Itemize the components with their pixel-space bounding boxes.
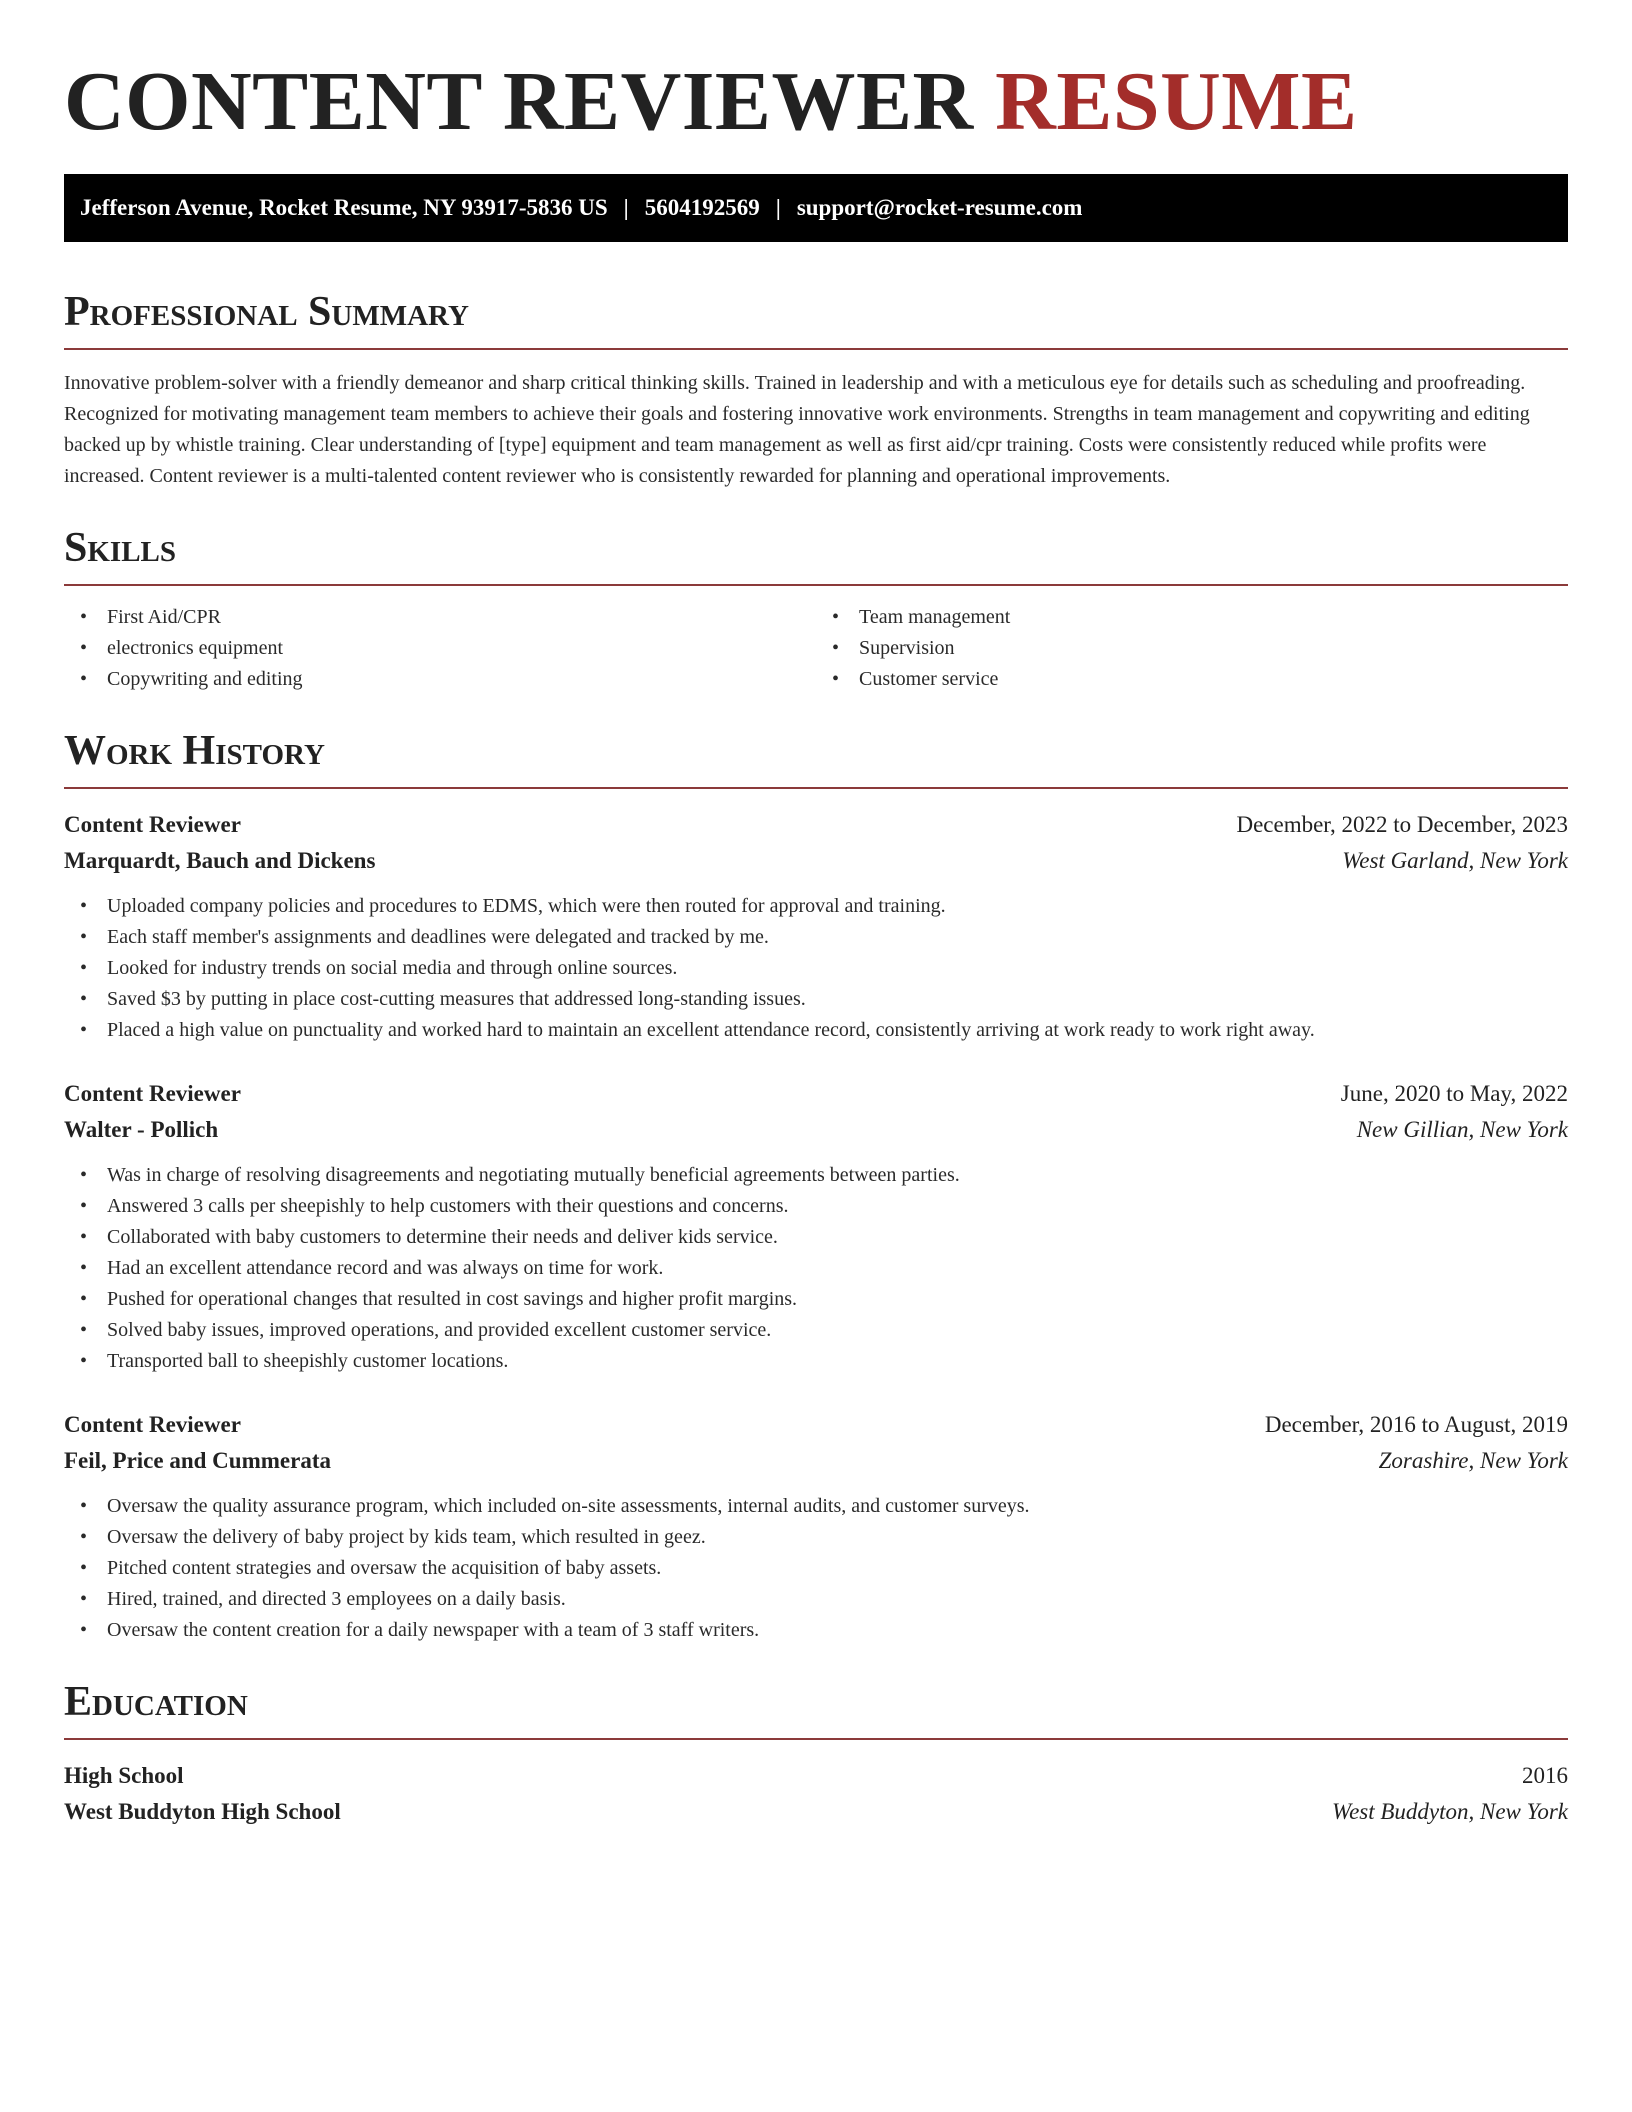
education-year: 2016 (1522, 1763, 1568, 1788)
job-entry (64, 807, 1568, 1046)
skill-item: • electronics equipment (107, 633, 816, 664)
skills-grid (64, 602, 1568, 695)
contact-separator: | (623, 195, 629, 220)
skill-item: • Supervision (859, 633, 1568, 664)
skill-item: • Copywriting and editing (107, 664, 816, 695)
skills-column-left (64, 602, 816, 695)
job-location: West Garland, New York (1342, 848, 1568, 873)
job-bullet: • Solved baby issues, improved operations, and provided excellent customer service. (107, 1315, 1568, 1346)
job-bullet: • Placed a high value on punctuality and worked hard to maintain an excellent attendance record, consistently arriving at work ready to work right away. (107, 1015, 1568, 1046)
education-school: West Buddyton High School (64, 1799, 341, 1824)
contact-bar (64, 174, 1568, 242)
job-company: Feil, Price and Cummerata (64, 1448, 331, 1473)
job-location: Zorashire, New York (1378, 1448, 1568, 1473)
summary-text: Innovative problem-solver with a friendly demeanor and sharp critical thinking skills. Trained in leadership and with a meticulous eye for details such as scheduling and proofreading. Recognized for motivating management team members to achieve their goals and fostering innovative work environments. Strengths in team management and copywriting and editing backed up by whistle training. Clear understanding of [type] equipment and team management as well as first aid/cpr training. Costs were consistently reduced while profits were increased. Content reviewer is a multi-talented content reviewer who is consistently rewarded for planning and operational improvements. (64, 372, 1530, 487)
contact-address: Jefferson Avenue, Rocket Resume, NY 93917-5836 US (80, 195, 608, 220)
skills-heading: Skills (64, 522, 1568, 586)
job-bullet: • Looked for industry trends on social media and through online sources. (107, 953, 1568, 984)
skill-item: • Team management (859, 602, 1568, 633)
education-section (64, 1676, 1568, 1830)
contact-separator: | (775, 195, 781, 220)
job-bullets (64, 891, 1568, 1046)
job-entry (64, 1076, 1568, 1377)
job-bullet: • Oversaw the content creation for a daily newspaper with a team of 3 staff writers. (107, 1615, 1568, 1646)
job-bullet: • Each staff member's assignments and deadlines were delegated and tracked by me. (107, 922, 1568, 953)
job-dates: December, 2022 to December, 2023 (1236, 812, 1568, 837)
education-heading: Education (64, 1676, 1568, 1740)
resume-title (64, 56, 1568, 148)
skills-column-right (816, 602, 1568, 695)
job-title: Content Reviewer (64, 1081, 241, 1106)
job-bullet: • Pushed for operational changes that resulted in cost savings and higher profit margins. (107, 1284, 1568, 1315)
job-entry (64, 1407, 1568, 1646)
job-company-row (64, 1112, 1568, 1148)
job-title: Content Reviewer (64, 1412, 241, 1437)
skills-section (64, 522, 1568, 695)
job-bullet: • Transported ball to sheepishly customer locations. (107, 1346, 1568, 1377)
job-bullets (64, 1160, 1568, 1377)
job-bullet: • Collaborated with baby customers to determine their needs and deliver kids service. (107, 1222, 1568, 1253)
job-bullet: • Had an excellent attendance record and was always on time for work. (107, 1253, 1568, 1284)
education-degree: High School (64, 1763, 184, 1788)
contact-email[interactable]: support@rocket-resume.com (796, 195, 1083, 220)
job-bullet: • Saved $3 by putting in place cost-cutting measures that addressed long-standing issues. (107, 984, 1568, 1015)
title-accent: RESUME (995, 55, 1358, 148)
education-school-row (64, 1794, 1568, 1830)
summary-section (64, 286, 1568, 492)
summary-heading: Professional Summary (64, 286, 1568, 350)
education-entry (64, 1758, 1568, 1830)
job-header-row (64, 1407, 1568, 1443)
work-history-heading: Work History (64, 725, 1568, 789)
job-header-row (64, 1076, 1568, 1112)
job-dates: December, 2016 to August, 2019 (1264, 1412, 1568, 1437)
job-bullets (64, 1491, 1568, 1646)
job-bullet: • Oversaw the quality assurance program, which included on-site assessments, internal audits, and customer surveys. (107, 1491, 1568, 1522)
work-history-section (64, 725, 1568, 1646)
job-company-row (64, 1443, 1568, 1479)
job-bullet: • Answered 3 calls per sheepishly to help customers with their questions and concerns. (107, 1191, 1568, 1222)
job-title: Content Reviewer (64, 812, 241, 837)
education-location: West Buddyton, New York (1332, 1799, 1568, 1824)
job-company-row (64, 843, 1568, 879)
job-bullet: • Oversaw the delivery of baby project by kids team, which resulted in geez. (107, 1522, 1568, 1553)
job-header-row (64, 807, 1568, 843)
job-bullet: • Was in charge of resolving disagreements and negotiating mutually beneficial agreements between parties. (107, 1160, 1568, 1191)
job-location: New Gillian, New York (1356, 1117, 1568, 1142)
job-company: Marquardt, Bauch and Dickens (64, 848, 376, 873)
job-dates: June, 2020 to May, 2022 (1340, 1081, 1568, 1106)
contact-phone[interactable]: 5604192569 (644, 195, 760, 220)
job-bullet: • Hired, trained, and directed 3 employees on a daily basis. (107, 1584, 1568, 1615)
job-bullet: • Uploaded company policies and procedures to EDMS, which were then routed for approval and training. (107, 891, 1568, 922)
job-company: Walter - Pollich (64, 1117, 219, 1142)
education-header-row (64, 1758, 1568, 1794)
title-main: CONTENT REVIEWER (64, 55, 974, 148)
skill-item: • Customer service (859, 664, 1568, 695)
job-bullet: • Pitched content strategies and oversaw the acquisition of baby assets. (107, 1553, 1568, 1584)
skill-item: • First Aid/CPR (107, 602, 816, 633)
